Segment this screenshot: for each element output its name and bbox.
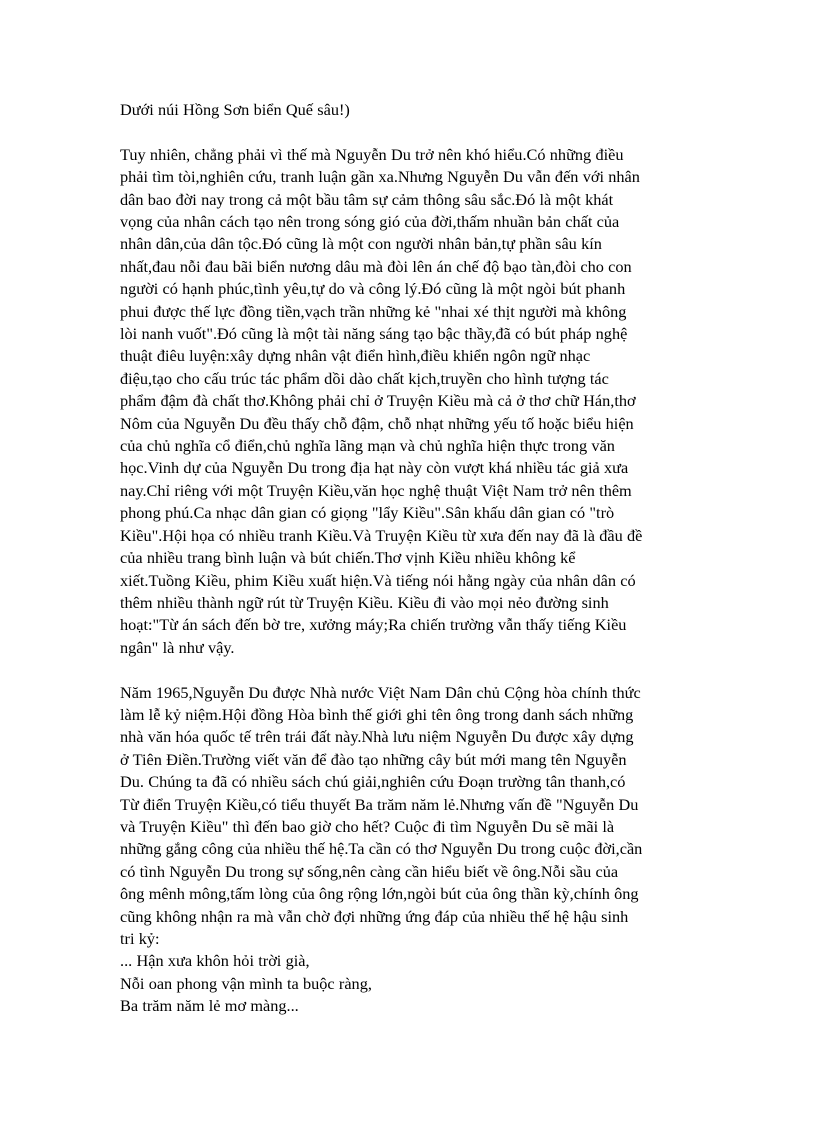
text-line: nay.Chỉ riêng với một Truyện Kiều,văn học nghệ thuật Việt Nam trở nên thêm: [120, 480, 632, 500]
text-line: của nhiều trang bình luận và bút chiến.Thơ vịnh Kiều nhiều không kể: [120, 548, 576, 568]
paragraph-spacer: [120, 121, 706, 143]
text-line: những gắng công của nhiều thế hệ.Ta cần có thơ Nguyễn Du trong cuộc đời,cần: [120, 839, 643, 859]
text-line: và Truyện Kiều" thì đến bao giờ cho hết? Cuộc đi tìm Nguyễn Du sẽ mãi là: [120, 816, 615, 836]
paragraph-2: [120, 682, 706, 1018]
document-page: [120, 99, 706, 1018]
text-line: Từ điển Truyện Kiều,có tiểu thuyết Ba trăm năm lẻ.Nhưng vấn đề "Nguyễn Du: [120, 794, 639, 814]
text-line: Tuy nhiên, chẳng phải vì thế mà Nguyễn Du trở nên khó hiểu.Có những điều: [120, 144, 624, 164]
poem-line: Ba trăm năm lẻ mơ màng...: [120, 996, 299, 1016]
paragraph-1: [120, 144, 706, 659]
text-line: điệu,tạo cho cấu trúc tác phẩm dồi dào chất kịch,truyền cho hình tượng tác: [120, 368, 609, 388]
text-line: phẩm đậm đà chất thơ.Không phải chỉ ở Truyện Kiều mà cả ở thơ chữ Hán,thơ: [120, 391, 636, 411]
text-line: học.Vinh dự của Nguyễn Du trong địa hạt này còn vượt khá nhiều tác giả xưa: [120, 458, 629, 478]
text-line: làm lễ kỷ niệm.Hội đồng Hòa bình thế giới ghi tên ông trong danh sách những: [120, 704, 634, 724]
text-line: nhân dân,của dân tộc.Đó cũng là một con người nhân bản,tự phần sâu kín: [120, 234, 602, 254]
text-line: nhà văn hóa quốc tế trên trái đất này.Nhà lưu niệm Nguyễn Du được xây dựng: [120, 727, 634, 747]
text-line: có tình Nguyễn Du trong sự sống,nên càng cần hiểu biết về ông.Nỗi sầu của: [120, 861, 619, 881]
text-line: Dưới núi Hồng Sơn biển Quế sâu!): [120, 100, 350, 119]
text-line: Du. Chúng ta đã có nhiều sách chú giải,nghiên cứu Đoạn trường tân thanh,có: [120, 772, 626, 792]
text-line: người có hạnh phúc,tình yêu,tự do và công lý.Đó cũng là một ngòi bút phanh: [120, 279, 626, 299]
text-line: thuật điêu luyện:xây dựng nhân vật điển hình,điều khiển ngôn ngữ nhạc: [120, 346, 591, 366]
text-line: phải tìm tòi,nghiên cứu, tranh luận gần xa.Nhưng Nguyễn Du vẫn đến với nhân: [120, 167, 640, 187]
text-line: vọng của nhân cách tạo nên trong sóng gió của đời,thấm nhuần bản chất của: [120, 212, 620, 232]
text-line: của chủ nghĩa cổ điển,chủ nghĩa lãng mạn và chủ nghĩa hiện thực trong văn: [120, 436, 615, 456]
poem-line: Nỗi oan phong vận mình ta buộc ràng,: [120, 973, 372, 993]
text-line: Năm 1965,Nguyễn Du được Nhà nước Việt Nam Dân chủ Cộng hòa chính thức: [120, 682, 641, 702]
text-line: Kiều".Hội họa có nhiều tranh Kiều.Và Truyện Kiều từ xưa đến nay đã là đầu đề: [120, 525, 643, 545]
text-line: ngân" là như vậy.: [120, 637, 235, 657]
opening-line: [120, 99, 706, 121]
text-line: ông mênh mông,tấm lòng của ông rộng lớn,ngòi bút của ông thần kỳ,chính ông: [120, 884, 639, 904]
text-line: ở Tiên Điền.Trường viết văn để đào tạo những cây bút mới mang tên Nguyễn: [120, 749, 627, 769]
poem-line: ... Hận xưa khôn hỏi trời già,: [120, 951, 310, 971]
text-line: lòi nanh vuốt".Đó cũng là một tài năng sáng tạo bậc thầy,đã có bút pháp nghệ: [120, 324, 628, 344]
text-line: thêm nhiều thành ngữ rút từ Truyện Kiều. Kiều đi vào mọi nẻo đường sinh: [120, 592, 609, 612]
text-line: hoạt:"Từ án sách đến bờ tre, xưởng máy;Ra chiến trường vẫn thấy tiếng Kiều: [120, 615, 627, 635]
paragraph-spacer: [120, 659, 706, 681]
text-line: tri kỷ:: [120, 929, 160, 948]
text-line: nhất,đau nỗi đau bãi biển nương dâu mà đòi lên án chế độ bạo tàn,đòi cho con: [120, 256, 632, 276]
text-line: cũng không nhận ra mà vẫn chờ đợi những ứng đáp của nhiều thế hệ hậu sinh: [120, 906, 629, 926]
text-line: xiết.Tuồng Kiều, phim Kiều xuất hiện.Và tiếng nói hằng ngày của nhân dân có: [120, 570, 636, 590]
text-line: phui được thế lực đồng tiền,vạch trần những kẻ "nhai xé thịt người mà không: [120, 301, 627, 321]
text-line: phong phú.Ca nhạc dân gian có giọng "lẩy Kiều".Sân khấu dân gian có "trò: [120, 503, 615, 523]
text-line: Nôm của Nguyễn Du đều thấy chỗ đậm, chỗ nhạt những yếu tố hoặc biểu hiện: [120, 413, 634, 433]
text-line: dân bao đời nay trong cả một bầu tâm sự cảm thông sâu sắc.Đó là một khát: [120, 189, 614, 209]
